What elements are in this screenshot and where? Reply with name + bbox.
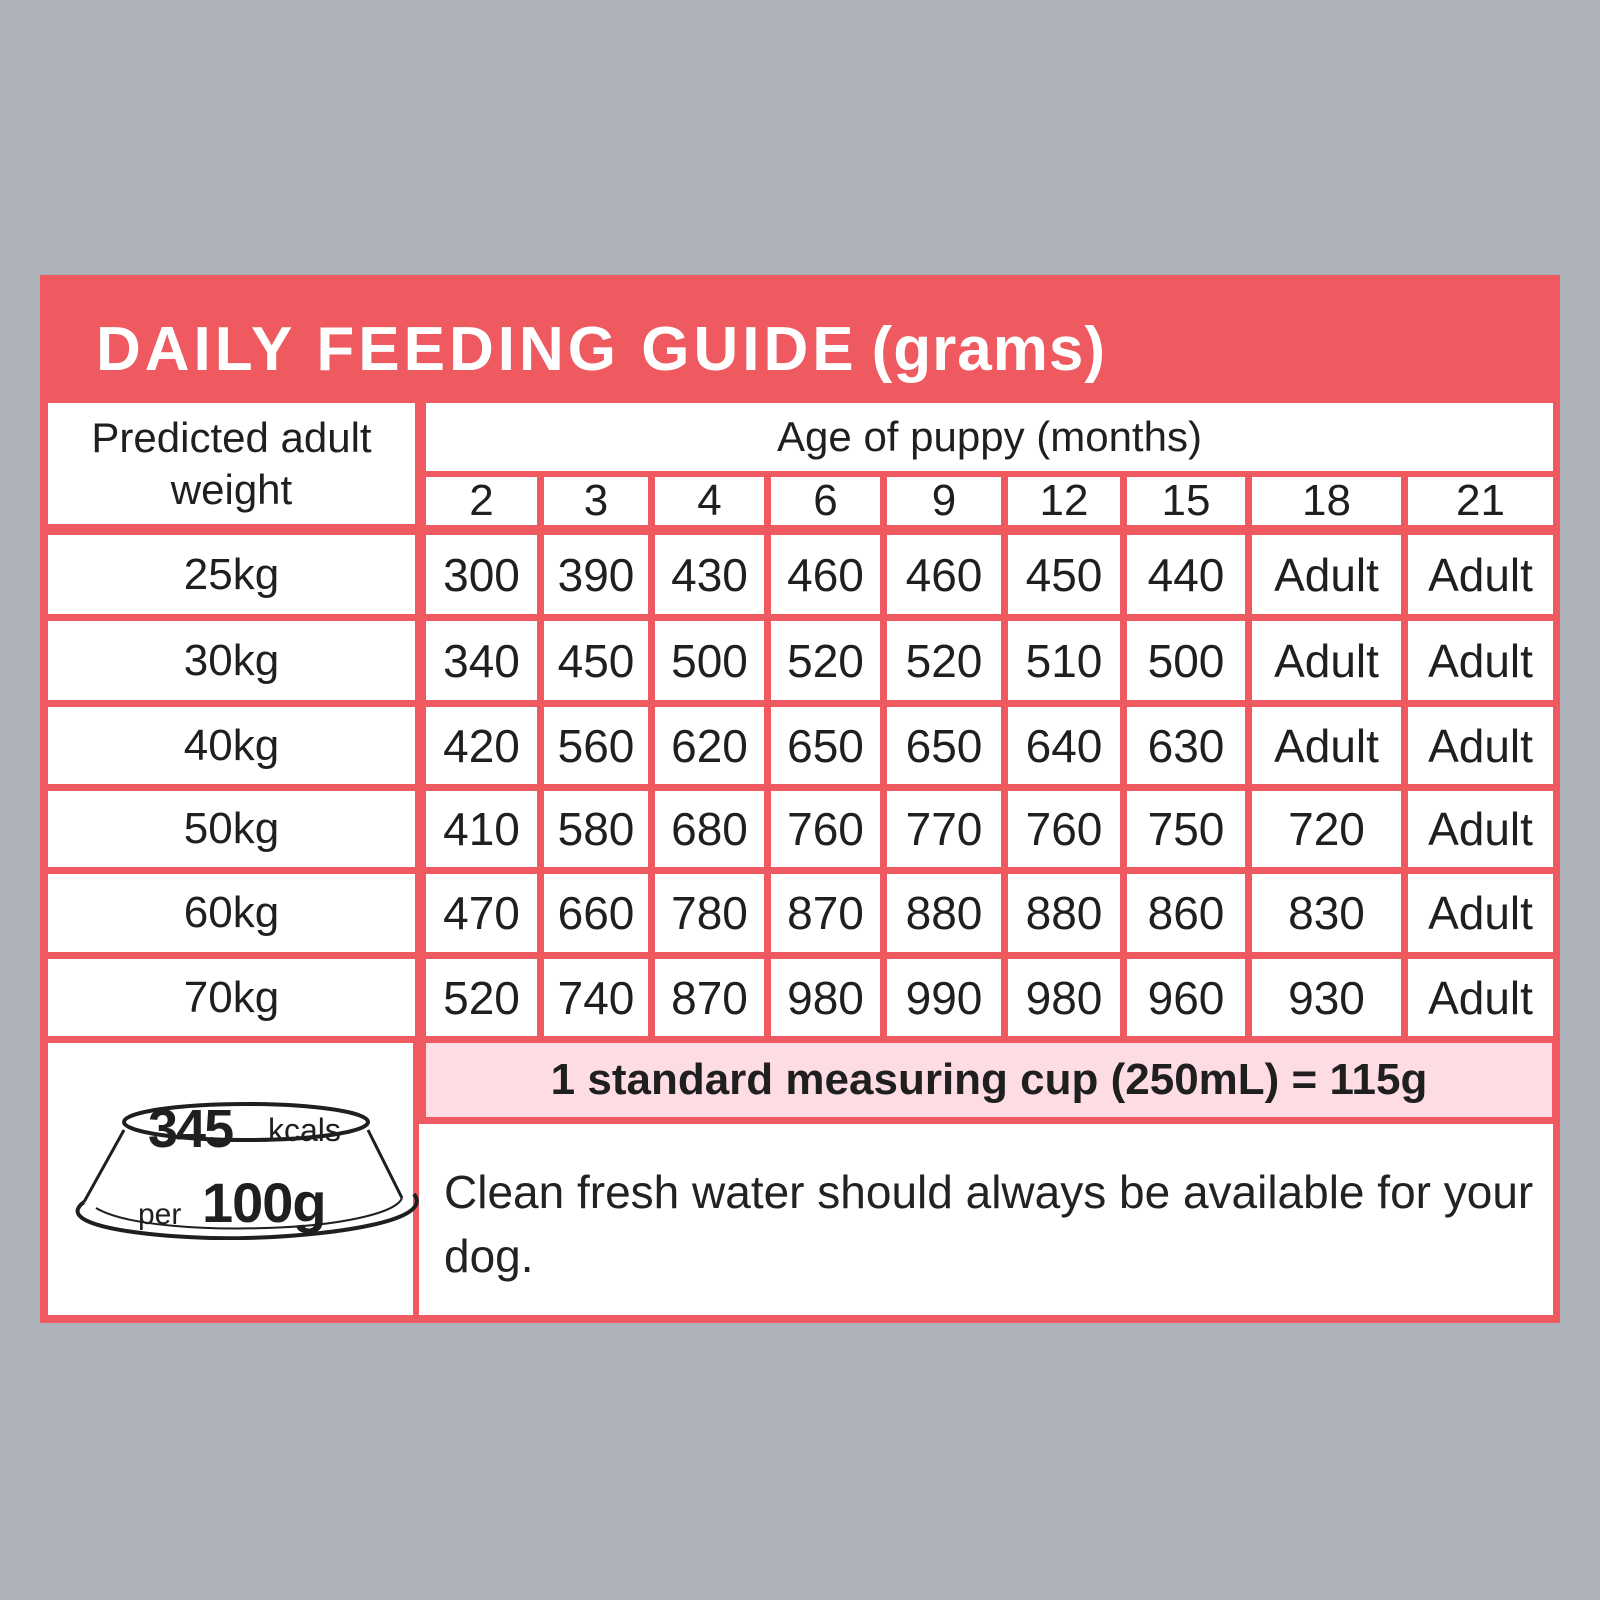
table-cell: Adult <box>1408 959 1553 1036</box>
table-cell: 870 <box>655 959 764 1036</box>
table-cell: 740 <box>544 959 648 1036</box>
table-cell: Adult <box>1252 621 1401 700</box>
column-header-month: 3 <box>544 477 648 525</box>
table-cell: 980 <box>771 959 880 1036</box>
table-cell: 440 <box>1127 535 1245 614</box>
table-cell: 620 <box>655 707 764 784</box>
table-cell: 340 <box>426 621 537 700</box>
column-header-month: 15 <box>1127 477 1245 525</box>
per-amount: 100g <box>202 1171 326 1234</box>
table-cell: 450 <box>544 621 648 700</box>
weight-cell: 25kg <box>48 535 415 614</box>
row-header-line2: weight <box>170 465 293 513</box>
table-cell: 860 <box>1127 874 1245 952</box>
table-cell: 510 <box>1008 621 1120 700</box>
table-cell: 930 <box>1252 959 1401 1036</box>
table-cell: 960 <box>1127 959 1245 1036</box>
weight-cell: 40kg <box>48 707 415 784</box>
weight-cell: 60kg <box>48 874 415 952</box>
table-cell: 450 <box>1008 535 1120 614</box>
table-cell: 580 <box>544 791 648 867</box>
table-cell: 560 <box>544 707 648 784</box>
column-header-month: 21 <box>1408 477 1553 525</box>
table-cell: Adult <box>1408 707 1553 784</box>
weight-cell: 70kg <box>48 959 415 1036</box>
kcal-unit: kcals <box>268 1112 341 1148</box>
table-cell: 520 <box>426 959 537 1036</box>
table-cell: 980 <box>1008 959 1120 1036</box>
table-cell: 720 <box>1252 791 1401 867</box>
table-cell: 990 <box>887 959 1001 1036</box>
page-title <box>96 305 1106 395</box>
column-header-month: 6 <box>771 477 880 525</box>
table-cell: 650 <box>771 707 880 784</box>
column-header-month: 4 <box>655 477 764 525</box>
weight-cell: 50kg <box>48 791 415 867</box>
table-cell: 500 <box>1127 621 1245 700</box>
table-cell: 430 <box>655 535 764 614</box>
title-unit: (grams) <box>871 315 1106 384</box>
column-header-month: 2 <box>426 477 537 525</box>
table-cell: Adult <box>1408 621 1553 700</box>
table-cell: 770 <box>887 791 1001 867</box>
table-cell: 780 <box>655 874 764 952</box>
row-header <box>48 403 415 524</box>
table-cell: 410 <box>426 791 537 867</box>
table-cell: 760 <box>771 791 880 867</box>
cup-conversion-note: 1 standard measuring cup (250mL) = 115g <box>426 1043 1552 1117</box>
table-cell: 870 <box>771 874 880 952</box>
table-cell: 630 <box>1127 707 1245 784</box>
table-cell: 760 <box>1008 791 1120 867</box>
column-header-month: 12 <box>1008 477 1120 525</box>
table-cell: 520 <box>887 621 1001 700</box>
per-label: per <box>138 1198 182 1231</box>
title-main: DAILY FEEDING GUIDE <box>96 315 858 384</box>
table-cell: 830 <box>1252 874 1401 952</box>
table-cell: 500 <box>655 621 764 700</box>
row-header-line1: Predicted adult <box>91 413 372 461</box>
weight-cell: 30kg <box>48 621 415 700</box>
column-header-month: 18 <box>1252 477 1401 525</box>
table-cell: 460 <box>771 535 880 614</box>
table-cell: 750 <box>1127 791 1245 867</box>
table-cell: 650 <box>887 707 1001 784</box>
table-cell: 420 <box>426 707 537 784</box>
table-cell: Adult <box>1408 535 1553 614</box>
table-cell: 880 <box>1008 874 1120 952</box>
table-cell: 470 <box>426 874 537 952</box>
table-cell: 390 <box>544 535 648 614</box>
table-cell: 520 <box>771 621 880 700</box>
column-group-header: Age of puppy (months) <box>426 403 1553 471</box>
kcal-value: 345 <box>148 1099 233 1159</box>
table-cell: Adult <box>1408 874 1553 952</box>
table-cell: 460 <box>887 535 1001 614</box>
table-cell: 880 <box>887 874 1001 952</box>
table-cell: Adult <box>1408 791 1553 867</box>
table-cell: Adult <box>1252 535 1401 614</box>
table-cell: 680 <box>655 791 764 867</box>
table-cell: 660 <box>544 874 648 952</box>
water-note: Clean fresh water should always be available for your dog. <box>444 1166 1534 1282</box>
table-cell: Adult <box>1252 707 1401 784</box>
column-header-month: 9 <box>887 477 1001 525</box>
table-cell: 640 <box>1008 707 1120 784</box>
table-cell: 300 <box>426 535 537 614</box>
